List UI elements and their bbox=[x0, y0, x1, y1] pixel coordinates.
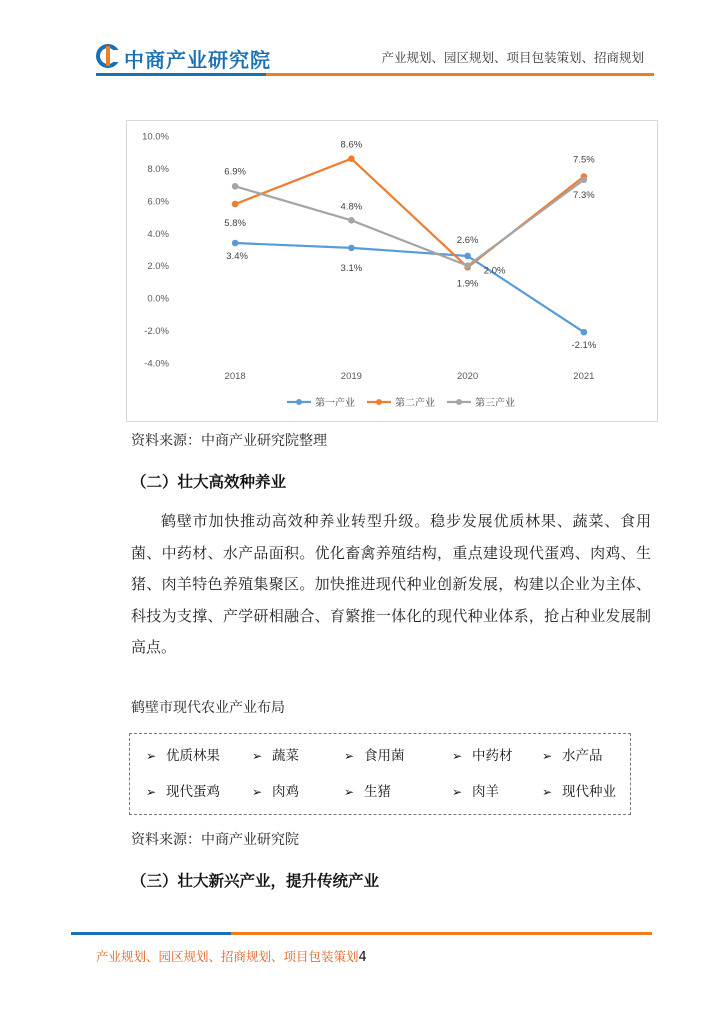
y-tick-label: 10.0% bbox=[142, 131, 169, 143]
layout-item: ➢ 肉鸡 bbox=[252, 784, 299, 800]
data-point bbox=[348, 155, 355, 162]
legend-marker bbox=[296, 399, 302, 405]
data-label: 3.1% bbox=[340, 262, 363, 274]
data-point bbox=[232, 240, 239, 247]
arrow-icon: ➢ bbox=[452, 749, 463, 763]
y-tick-label: 6.0% bbox=[147, 196, 169, 208]
arrow-icon: ➢ bbox=[542, 749, 553, 763]
arrow-icon: ➢ bbox=[252, 785, 263, 799]
x-tick-label: 2020 bbox=[457, 371, 479, 382]
footer-divider-orange bbox=[231, 932, 652, 935]
data-label: 3.4% bbox=[226, 251, 248, 263]
x-tick-label: 2018 bbox=[224, 371, 246, 382]
data-label: 5.8% bbox=[224, 218, 246, 230]
data-label: 2.6% bbox=[456, 234, 479, 246]
header-divider-blue bbox=[96, 73, 266, 76]
data-point bbox=[232, 201, 239, 208]
y-tick-label: 2.0% bbox=[147, 261, 169, 273]
page-header bbox=[0, 0, 724, 90]
data-point bbox=[464, 262, 471, 269]
layout-item: ➢ 现代种业 bbox=[542, 784, 616, 800]
arrow-icon: ➢ bbox=[344, 749, 355, 763]
layout-item: ➢ 生猪 bbox=[344, 784, 391, 800]
legend-label: 第三产业 bbox=[475, 398, 515, 409]
data-point bbox=[464, 253, 471, 260]
arrow-icon: ➢ bbox=[344, 785, 355, 799]
y-tick-label: 0.0% bbox=[147, 293, 169, 305]
growth-line-chart bbox=[126, 120, 658, 422]
y-tick-label: 8.0% bbox=[147, 163, 169, 175]
layout-item: ➢ 优质林果 bbox=[146, 748, 220, 764]
data-label: 8.6% bbox=[340, 139, 363, 151]
legend-marker bbox=[456, 399, 462, 405]
layout-item: ➢ 蔬菜 bbox=[252, 748, 299, 764]
layout-item: ➢ 食用菌 bbox=[344, 748, 405, 764]
data-label: -2.1% bbox=[571, 340, 597, 352]
page-footer bbox=[96, 947, 367, 965]
layout-item: ➢ 肉羊 bbox=[452, 784, 499, 800]
footer-divider-blue bbox=[71, 932, 231, 935]
data-label: 7.3% bbox=[573, 189, 595, 201]
logo-icon bbox=[96, 44, 120, 68]
arrow-icon: ➢ bbox=[452, 785, 463, 799]
header-divider-orange bbox=[266, 73, 654, 76]
layout-item: ➢ 中药材 bbox=[452, 748, 513, 764]
section-title-2: （二）壮大高效种养业 bbox=[131, 473, 287, 491]
data-label: 2.0% bbox=[483, 265, 506, 277]
x-tick-label: 2019 bbox=[340, 371, 362, 382]
series-line bbox=[235, 243, 584, 332]
data-label: 4.8% bbox=[340, 201, 363, 213]
arrow-icon: ➢ bbox=[146, 785, 157, 799]
data-label: 7.5% bbox=[573, 154, 595, 166]
logo-text: 中商产业研究院 bbox=[124, 48, 271, 72]
data-point bbox=[581, 329, 588, 336]
layout-item: ➢ 现代蛋鸡 bbox=[146, 784, 220, 800]
arrow-icon: ➢ bbox=[252, 749, 263, 763]
data-label: 1.9% bbox=[456, 278, 479, 290]
industry-layout-box bbox=[129, 733, 631, 815]
legend-label: 第二产业 bbox=[395, 398, 435, 409]
x-tick-label: 2021 bbox=[573, 371, 595, 382]
layout-source: 资料来源：中商产业研究院 bbox=[131, 832, 299, 848]
chart-source: 资料来源：中商产业研究院整理 bbox=[131, 433, 327, 449]
data-point bbox=[348, 217, 355, 224]
chart-canvas bbox=[127, 121, 657, 421]
legend-marker bbox=[376, 399, 382, 405]
section-title-3: （三）壮大新兴产业，提升传统产业 bbox=[131, 872, 380, 890]
footer-tagline: 产业规划、园区规划、招商规划、项目包装策划 bbox=[96, 949, 359, 964]
header-tagline: 产业规划、园区规划、项目包装策划、招商规划 bbox=[381, 50, 644, 65]
logo bbox=[96, 42, 271, 72]
data-label: 6.9% bbox=[224, 166, 246, 178]
data-point bbox=[348, 245, 355, 252]
page-number: 4 bbox=[358, 950, 367, 965]
data-point bbox=[581, 176, 588, 183]
data-point bbox=[232, 183, 239, 190]
layout-item: ➢ 水产品 bbox=[542, 748, 603, 764]
layout-caption: 鹤壁市现代农业产业布局 bbox=[131, 700, 285, 716]
y-tick-label: -2.0% bbox=[144, 326, 169, 338]
arrow-icon: ➢ bbox=[542, 785, 553, 799]
section-paragraph: 鹤壁市加快推动高效种养业转型升级。稳步发展优质林果、蔬菜、食用菌、中药材、水产品面积。优化畜禽养殖结构，重点建设现代蛋鸡、肉鸡、生猪、肉羊特色养殖集聚区。加快推进现代种业创新发展，构建以企业为主体、科技为支撑、产学研相融合、育繁推一体化的现代种业体系，抢占种业发展制高点。 bbox=[131, 512, 651, 656]
legend-label: 第一产业 bbox=[315, 398, 355, 409]
y-tick-label: 4.0% bbox=[147, 228, 169, 240]
y-tick-label: -4.0% bbox=[144, 358, 169, 370]
arrow-icon: ➢ bbox=[146, 749, 157, 763]
